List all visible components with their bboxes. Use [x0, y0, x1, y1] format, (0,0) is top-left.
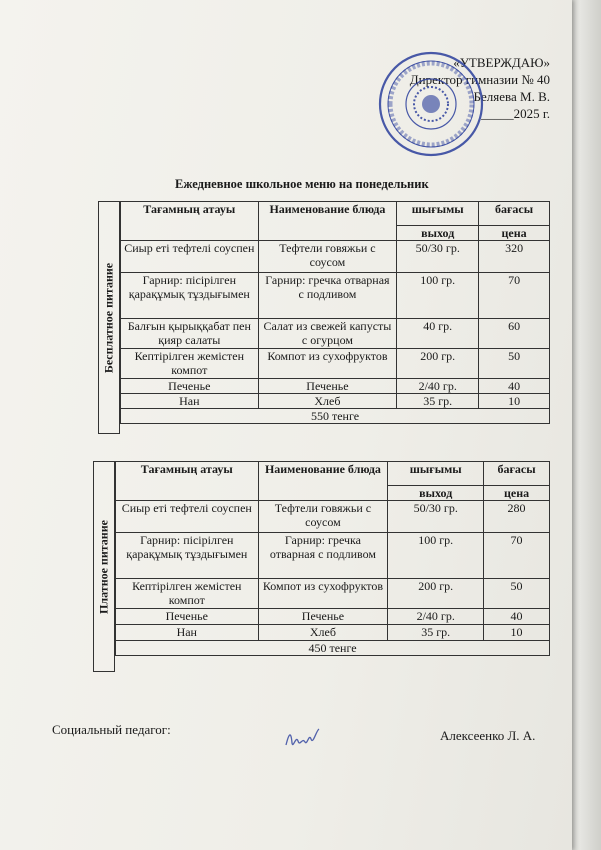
header-output-ru: выход — [388, 486, 484, 501]
header-ru-name: Наименование блюда — [258, 462, 388, 501]
paid-menu-table — [115, 461, 550, 656]
header-price-kz: бағасы — [484, 462, 550, 486]
paid-menu-total: 450 тенге — [116, 641, 550, 656]
free-menu-total: 550 тенге — [121, 409, 550, 424]
table-row: Печенье Печенье 2/40 гр. 40 — [116, 609, 550, 625]
free-menu-table — [120, 201, 550, 424]
header-price-ru: цена — [484, 486, 550, 501]
signature-icon — [283, 725, 323, 753]
header-output-kz: шығымы — [397, 202, 479, 226]
table-row: Сиыр еті тефтелі соуспен Тефтели говяжьи с соусом 50/30 гр. 320 — [121, 241, 550, 273]
table-row: Кептірілген жемістен компот Компот из сухофруктов 200 гр. 50 — [121, 349, 550, 379]
footer-name: Алексеенко Л. А. — [440, 728, 536, 743]
paid-menu-block — [93, 461, 550, 672]
table-row: Гарнир: пісірілген қарақұмық тұздығымен Гарнир: гречка отварная с подливом 100 гр. 70 — [116, 533, 550, 579]
header-output-ru: выход — [397, 226, 479, 241]
header-price-ru: цена — [479, 226, 550, 241]
table-row: Печенье Печенье 2/40 гр. 40 — [121, 379, 550, 394]
header-kz-name: Тағамның атауы — [121, 202, 259, 241]
approval-position: Директор гимназии № 40 — [409, 72, 550, 87]
official-stamp-icon — [376, 50, 486, 158]
paid-menu-label: Платное питание — [93, 461, 115, 672]
table-row: Сиыр еті тефтелі соуспен Тефтели говяжьи с соусом 50/30 гр. 280 — [116, 501, 550, 533]
approval-signer: Беляева М. В. — [473, 89, 550, 104]
table-row: Кептірілген жемістен компот Компот из сухофруктов 200 гр. 50 — [116, 579, 550, 609]
header-price-kz: бағасы — [479, 202, 550, 226]
table-row: Балғын қырыққабат пен қияр салаты Салат из свежей капусты с огурцом 40 гр. 60 — [121, 319, 550, 349]
footer-role: Социальный педагог: — [52, 722, 171, 737]
approval-date: _____2025 г. — [481, 106, 550, 121]
table-row: Нан Хлеб 35 гр. 10 — [116, 625, 550, 641]
header-output-kz: шығымы — [388, 462, 484, 486]
table-row: Нан Хлеб 35 гр. 10 — [121, 394, 550, 409]
table-row: Гарнир: пісірілген қарақұмық тұздығымен Гарнир: гречка отварная с подливом 100 гр. 70 — [121, 273, 550, 319]
free-menu-label: Бесплатное питание — [98, 201, 120, 434]
approval-heading: «УТВЕРЖДАЮ» — [453, 55, 550, 70]
free-menu-block — [98, 201, 550, 434]
header-kz-name: Тағамның атауы — [116, 462, 259, 501]
header-ru-name: Наименование блюда — [258, 202, 397, 241]
document-title: Ежедневное школьное меню на понедельник — [175, 177, 429, 191]
